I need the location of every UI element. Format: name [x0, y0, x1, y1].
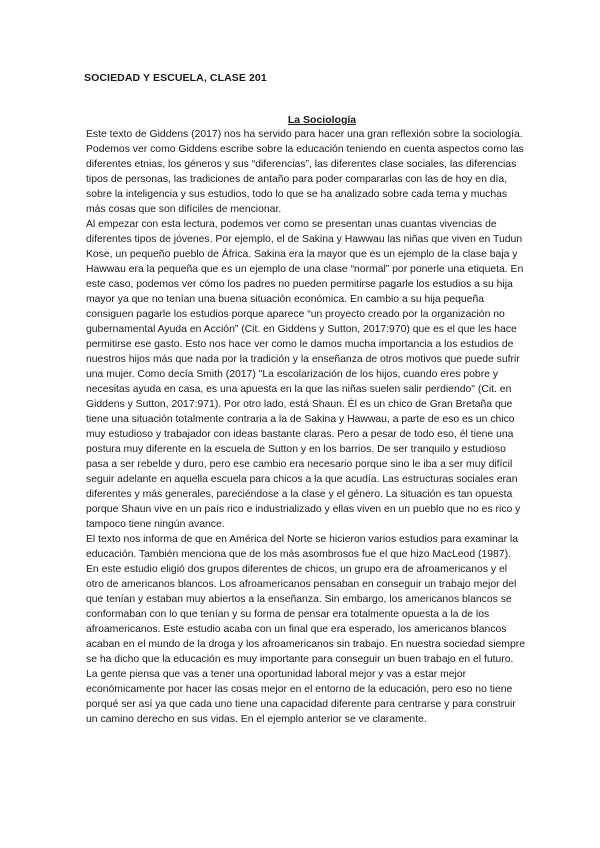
section-heading: [0, 114, 600, 126]
section-heading-text: La Sociología: [287, 114, 357, 126]
document-body: [86, 127, 526, 727]
paragraph-2: Al empezar con esta lectura, podemos ver como se presentan unas cuantas vivencias de diferentes tipos de jóvenes. Por ejemplo, el de Sakina y Hawwau las niñas que viven en Tudun Kose, un pequeño pueblo de África. Sakina era la mayor que es un ejemplo de la clase baja y Hawwau era la pequeña que es un ejemplo de una clase “normal” por ponerle una etiqueta. En este caso, podemos ver cómo los padres no pueden permitirse pagarle los estudios a su hija mayor ya que no tenían una buena situación económica. En cambio a su hija pequeña consiguen pagarle los estudios porque aparece “un proyecto creado por la organización no gubernamental Ayuda en Acción” (Cit. en Giddens y Sutton, 2017:970) que es el que les hace permitirse ese gasto. Esto nos hace ver como le damos mucha importancia a los estudios de nuestros hijos más que nada por la tradición y la enseñanza de otros motivos que puede sufrir una mujer. Como decía Smith (2017) "La escolarización de los hijos, cuando eres pobre y necesitas ayuda en casa, es una apuesta en la que las niñas suelen salir perdiendo" (Cit. en Giddens y Sutton, 2017:971). Por otro lado, está Shaun. Él es un chico de Gran Bretaña que tiene una situación totalmente contraria a la de Sakina y Hawwau, a parte de eso es un chico muy estudioso y trabajador con ideas bastante claras. Pero a pesar de todo eso, él tiene una postura muy diferente en la escuela de Sutton y en los barrios. De ser tranquilo y estudioso pasa a ser rebelde y duro, pero ese cambio era necesario porque sino le iba a ser muy difícil seguir adelante en aquella escuela para chicos a la que acudía. Las estructuras sociales eran diferentes y más generales, pareciéndose a la clase y el género. La situación es tan opuesta porque Shaun vive en un país rico e industrializado y ellas viven en un pueblo que no es rico y tampoco tiene ningún avance.: [86, 219, 524, 530]
document-title: SOCIEDAD Y ESCUELA, CLASE 201: [84, 72, 267, 84]
paragraph-3: El texto nos informa de que en América del Norte se hicieron varios estudios para examinar la educación. También menciona que de los más asombrosos fue el que hizo MacLeod (1987). En este estudio eligió dos grupos diferentes de chicos, un grupo era de afroamericanos y el otro de americanos blancos. Los afroamericanos pensaban en conseguir un trabajo mejor del que tenían y estaban muy abiertos a la enseñanza. Sin embargo, los americanos blancos se conformaban con lo que tenían y su forma de pensar era totalmente opuesta a la de los afroamericanos. Este estudio acaba con un final que era esperado, los americanos blancos acaban en el mundo de la droga y los afroamericanos sin trabajo. En nuestra sociedad siempre se ha dicho que la educación es muy importante para conseguir un buen trabajo en el futuro. La gente piensa que vas a tener una oportunidad laboral mejor y vas a estar mejor económicamente por hacer las cosas mejor en el entorno de la educación, pero eso no tiene porqué ser así ya que cada uno tiene una capacidad diferente para centrarse y para construir un camino derecho en sus vidas. En el ejemplo anterior se ve claramente.: [86, 534, 525, 725]
paragraph-1: Este texto de Giddens (2017) nos ha servido para hacer una gran reflexión sobre la sociología. Podemos ver como Giddens escribe sobre la educación teniendo en cuenta aspectos como las diferentes etnias, los géneros y sus “diferencias”, las diferentes clase sociales, las diferencias tipos de personas, las tradiciones de antaño para poder compararlas con las de hoy en día, sobre la inteligencia y sus estudios, todo lo que se ha analizado sobre cada tema y muchas más cosas que son difíciles de mencionar.: [86, 129, 524, 215]
